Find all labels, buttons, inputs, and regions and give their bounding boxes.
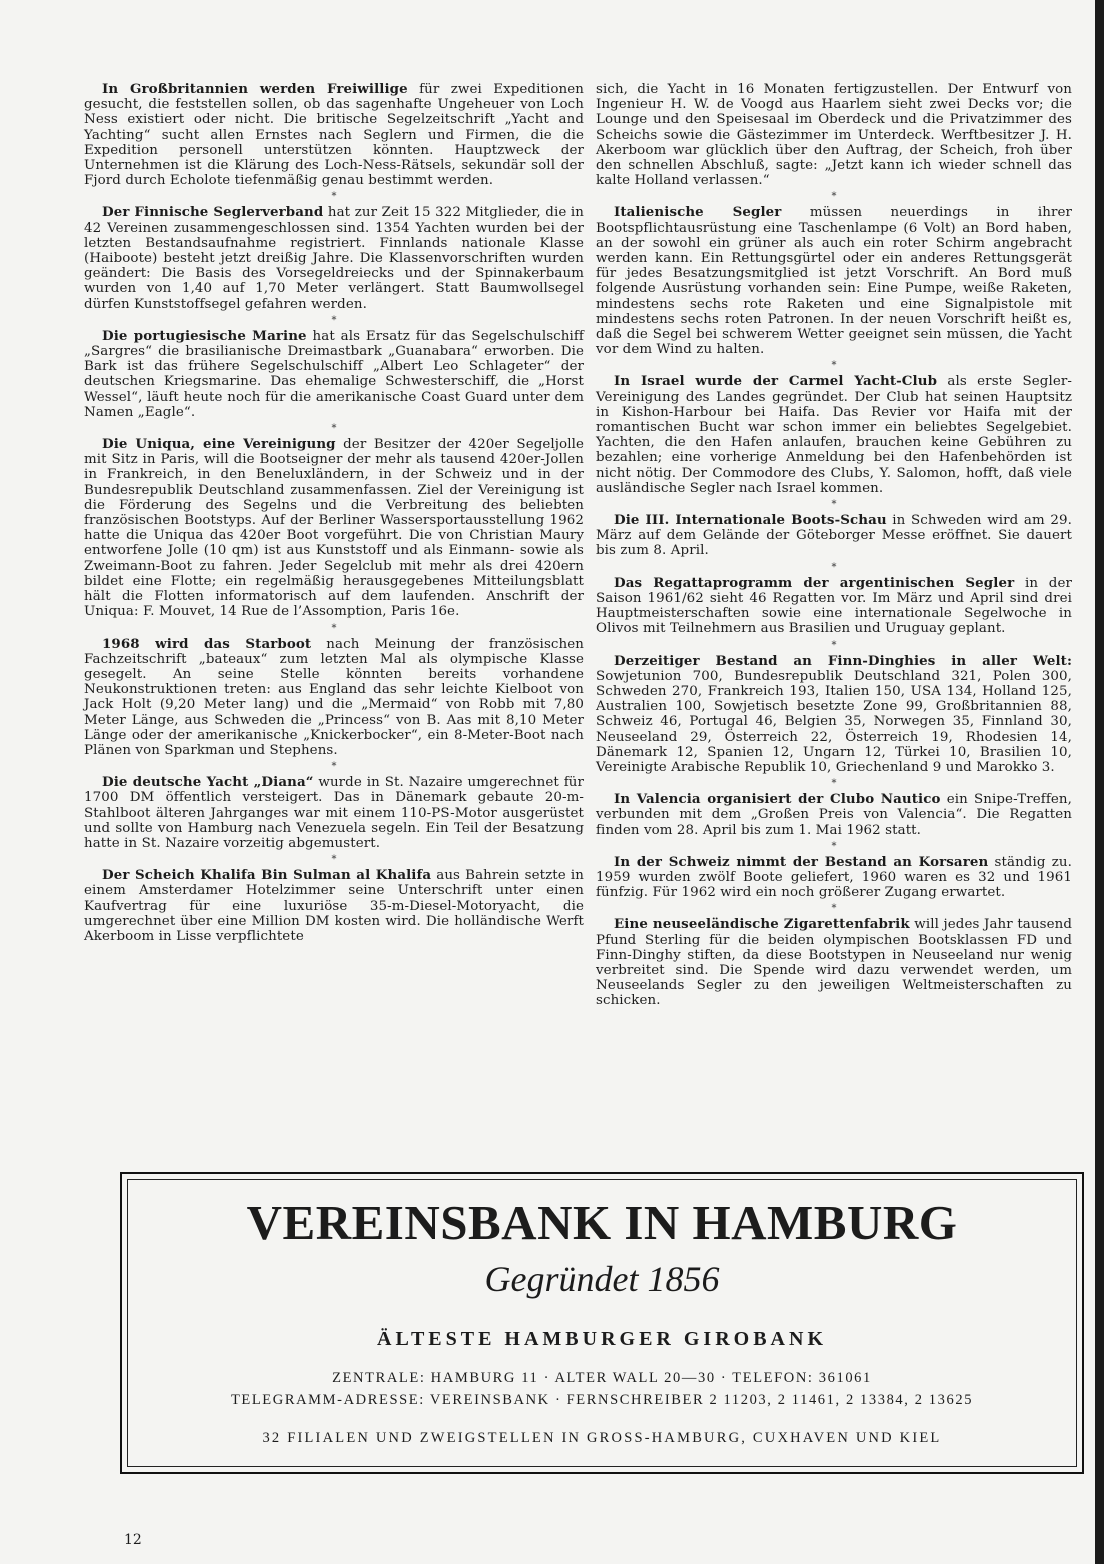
article-loch-ness: In Großbritannien werden Freiwillige für zwei Expeditionen gesucht, die feststellen sollen, ob das sagenhafte Ungeheuer von Loch Ness existiert oder nicht. Die britische Segelzeitschrift „Yacht and Yachting“ sucht allen Ernstes nach Seglern und Firmen, die die Expedition personell unterstützen könnten. Hauptzweck der Unternehmen ist die Klärung des Loch-Ness-Rätsels, sekundär soll der Fjord durch Echolote tiefenmäßig genau bestimmt werden. (84, 81, 584, 189)
article-uniqua: Die Uniqua, eine Vereinigung der Besitzer der 420er Segeljolle mit Sitz in Paris, will die Bootseigner der mehr als tausend 420er-Jollen in Frankreich, in den Beneluxländern, in der Schweiz und in der Bundesrepublik Deutschland zusammenfassen. Ziel der Vereinigung ist die Förderung des Segelns und die Verbreitung des beliebten französischen Bootstyps. Auf der Berliner Wassersportausstellung 1962 hatte die Uniqua das 420er Boot vorgeführt. Die von Christian Maury entworfene Jolle (10 qm) ist aus Kunststoff und als Einmann- sowie als Zweimann-Boot zu fahren. Jeder Segelclub mit mehr als drei 420ern bildet eine Flotte; ein regelmäßig herausgegebenes Mitteilungsblatt hält die Flotten informatorisch auf dem laufenden. Anschrift der Uniqua: F. Mouvet, 14 Rue de l’Assomption, Paris 16e. (84, 436, 584, 620)
article-argentine-regattas: Das Regattaprogramm der argentinischen Segler in der Saison 1961/62 sieht 46 Regatten vor. Im März und April sind drei Hauptmeisterschaften sowie eine internationale Segelwoche in Olivos mit Teilnehmern aus Brasilien und Uruguay geplant. (596, 574, 1072, 637)
separator-star: * (331, 622, 337, 634)
article-boat-show-sweden: Die III. Internationale Boots-Schau in Schweden wird am 29. März auf dem Gelände der Göteborger Messe eröffnet. Sie dauert bis zum 8. April. (596, 512, 1072, 559)
article-finn-dinghy-count: Derzeitiger Bestand an Finn-Dinghies in aller Welt: Sowjetunion 700, Bundesrepublik Deutschland 321, Polen 300, Schweden 270, Frankreich 193, Italien 150, USA 134, Holland 125, Australien 100, Sowjetisch besetzte Zone 99, Großbritannien 88, Schweiz 46, Portugal 46, Belgien 35, Norwegen 35, Finnland 30, Neuseeland 29, Österreich 22, Österreich 19, Rhodesien 14, Dänemark 12, Spanien 12, Ungarn 12, Türkei 10, Brasilien 10, Vereinigte Arabische Republik 10, Griechenland 9 und Marokko 3. (596, 652, 1072, 775)
article-valencia-snipe: In Valencia organisiert der Clubo Nautico ein Snipe-Treffen, verbunden mit dem „Großen Preis von Valencia“. Die Regatten finden vom 28. April bis zum 1. Mai 1962 statt. (596, 791, 1072, 838)
article-portuguese-navy: Die portugiesische Marine hat als Ersatz für das Segelschulschiff „Sargres“ die brasilianische Dreimastbark „Guanabara“ erworben. Die Bark ist das frühere Segelschulschiff „Albert Leo Schlageter“ der deutschen Kriegsmarine. Das ehemalige Schwesterschiff, die „Horst Wessel“, läuft heute noch für die amerikanische Coast Guard unter dem Namen „Eagle“. (84, 327, 584, 420)
separator-star: * (331, 854, 337, 866)
article-yacht-diana: Die deutsche Yacht „Diana“ wurde in St. Nazaire umgerechnet für 1700 DM öffentlich versteigert. Das in Dänemark gebaute 20-m-Stahlboot älteren Jahrganges war mit einem 110-PS-Motor ausgerüstet und sollte von Hamburg nach Venezuela segeln. Ein Teil der Besatzung hatte in St. Nazaire vorzeitig abgemustert. (84, 774, 584, 851)
bank-telegram: TELEGRAMM-ADRESSE: VEREINSBANK · FERNSCHREIBER 2 11203, 2 11461, 2 13384, 2 13625 (230, 1392, 974, 1408)
separator-star: * (331, 423, 337, 435)
separator-star: * (331, 314, 337, 326)
article-starboot-1968: 1968 wird das Starboot nach Meinung der französischen Fachzeitschrift „bateaux“ zum letzten Mal als olympische Klasse gesegelt. An seine Stelle könnten bereits vorhandene Neukonstruktionen treten: aus England das sehr leichte Kielboot von Jack Holt (9,20 Meter lang) und die „Mermaid“ von Robb mit 7,80 Meter Länge, aus Schweden die „Princess“ von B. Aas mit 8,10 Meter Länge oder der amerikanische „Knickerbocker“, ein 8-Meter-Boot nach Plänen von Sparkman und Stephens. (84, 635, 584, 758)
article-italian-sailors: Italienische Segler müssen neuerdings in ihrer Bootspflichtausrüstung eine Taschenlampe (6 Volt) an Bord haben, an der sowohl ein grüner als auch ein roter Schirm angebracht werden kann. Ein Rettungsgürtel oder ein anderes Rettungsgerät für jedes Besatzungsmitglied ist jetzt Vorschrift. An Bord muß folgende Ausrüstung vorhanden sein: Eine Pumpe, weiße Raketen, mindestens sechs rote Raketen und eine Signalpistole mit mindestens sechs roten Patronen. In der neuen Vorschrift heißt es, daß die Segel bei schwerem Wetter geeignet sein müssen, die Yacht vor dem Wind zu halten. (596, 204, 1072, 358)
separator-star: * (331, 761, 337, 773)
article-swiss-korsaren: In der Schweiz nimmt der Bestand an Korsaren ständig zu. 1959 wurden zwölf Boote geliefert, 1960 waren es 32 und 1961 fünfzig. Für 1962 wird ein noch größerer Zugang erwartet. (596, 853, 1073, 901)
bank-name: VEREINSBANK IN HAMBURG (246, 1195, 958, 1250)
separator-star: * (831, 561, 837, 573)
separator-star: * (831, 840, 837, 852)
separator-star: * (831, 903, 837, 915)
founded-script: Gegründet 1856 (484, 1259, 720, 1299)
separator-star: * (831, 778, 837, 790)
bank-advertisement (120, 1172, 1084, 1474)
bank-branches: 32 FILIALEN UND ZWEIGSTELLEN IN GROSS-HAMBURG, CUXHAVEN UND KIEL (262, 1430, 942, 1446)
separator-star: * (831, 499, 837, 511)
page-edge-shadow (1095, 0, 1104, 1564)
article-sheikh-khalifa: Der Scheich Khalifa Bin Sulman al Khalifa aus Bahrein setzte in einem Amsterdamer Hotelzimmer seine Unterschrift unter einen Kaufvertrag für eine luxuriöse 35-m-Diesel-Motoryacht, die umgerechnet über eine Million DM kosten wird. Die holländische Werft Akerboom in Lisse verpflichtete (84, 867, 584, 944)
separator-star: * (831, 191, 837, 203)
article-finnish-sailing-association: Der Finnische Seglerverband hat zur Zeit 15 322 Mitglieder, die in 42 Vereinen zusammengeschlossen sind. 1354 Yachten wurden bei der letzten Bestandsaufnahme registriert. Finnlands nationale Klasse (Haiboote) besteht jetzt dreißig Jahre. Die Klassenvorschriften wurden geändert: Die Basis des Vorsegeldreiecks und der Spinnakerbaum wurden von 1,40 auf 1,70 Meter verlängert. Statt Baumwollsegel dürfen Kunststoffsegel gefahren werden. (84, 204, 584, 312)
bank-tagline: ÄLTESTE HAMBURGER GIROBANK (377, 1328, 827, 1350)
page-number: 12 (124, 1532, 142, 1548)
article-sheikh-khalifa-continued: sich, die Yacht in 16 Monaten fertigzustellen. Der Entwurf von Ingenieur H. W. de Voogd aus Haarlem sieht zwei Decks vor; die Lounge und den Speisesaal im Oberdeck und die Privatzimmer des Scheichs sowie die Gästezimmer im Unterdeck. Werftbesitzer J. H. Akerboom war glücklich über den Auftrag, der Scheich, froh über den schnellen Abschluß, sagte: „Jetzt kann ich wieder schnell das kalte Holland verlassen.“ (596, 82, 1072, 189)
separator-star: * (831, 360, 837, 372)
article-carmel-yacht-club: In Israel wurde der Carmel Yacht-Club als erste Segler-Vereinigung des Landes gegründet. Der Club hat seinen Hauptsitz in Kishon-Harbour bei Haifa. Das Revier vor Haifa mit der romantischen Bucht war schon immer ein beliebtes Segelgebiet. Yachten, die den Hafen anlaufen, brauchen keine Gebühren zu bezahlen; eine vorherige Anmeldung bei den Hafenbehörden ist nicht nötig. Der Commodore des Clubs, Y. Salomon, hofft, daß viele ausländische Segler nach Israel kommen. (596, 373, 1073, 496)
right-column (596, 82, 1072, 1009)
bank-address: ZENTRALE: HAMBURG 11 · ALTER WALL 20—30 · TELEFON: 361061 (332, 1370, 872, 1386)
left-column (84, 82, 584, 944)
article-new-zealand-tobacco: Eine neuseeländische Zigarettenfabrik will jedes Jahr tausend Pfund Sterling für die beiden olympischen Bootsklassen FD und Finn-Dinghy stiften, da diese Bootstypen in Neuseeland nur wenig verbreitet sind. Die Spende wird dazu verwendet werden, um Neuseelands Segler zu den jeweiligen Weltmeisterschaften zu schicken. (596, 916, 1073, 1009)
separator-star: * (831, 639, 837, 651)
separator-star: * (331, 191, 337, 203)
